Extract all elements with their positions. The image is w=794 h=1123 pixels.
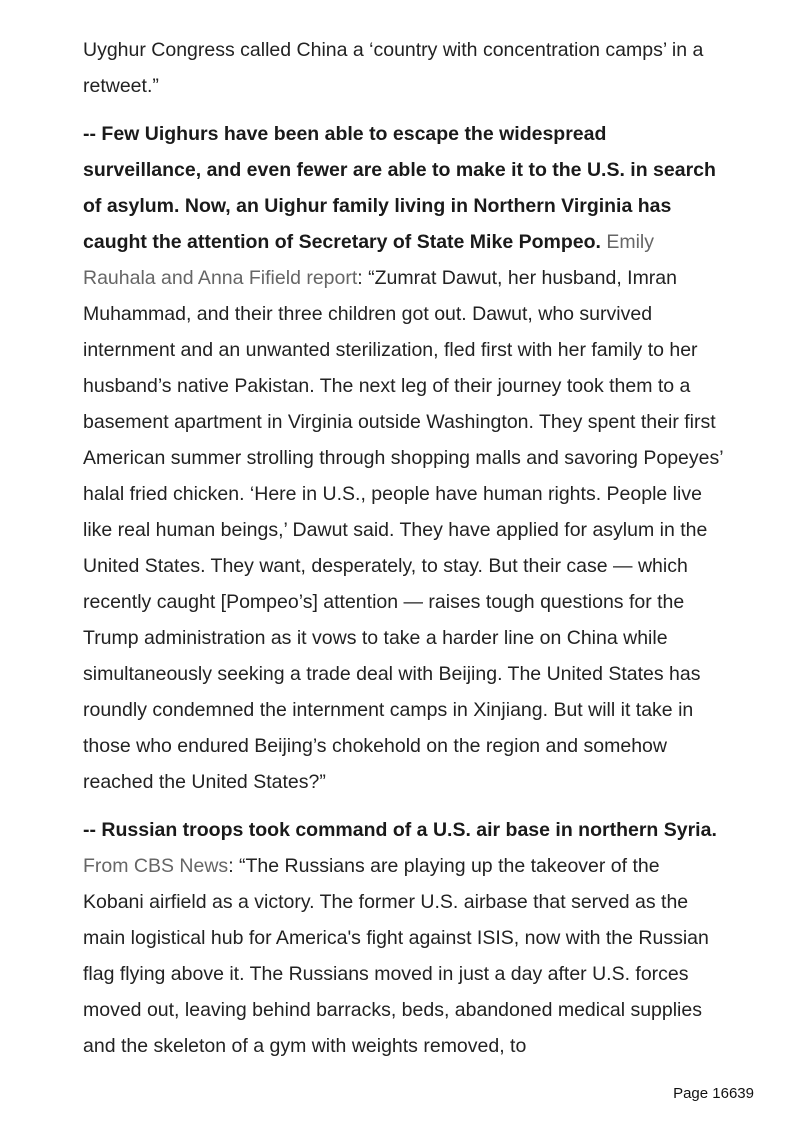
paragraph-continuation — [83, 32, 723, 104]
source-link[interactable]: From CBS News — [83, 855, 229, 877]
article-body — [83, 32, 723, 1087]
paragraph-text: Uyghur Congress called China a ‘country with concentration camps’ in a retweet.” — [83, 39, 704, 97]
paragraph-text: : “Zumrat Dawut, her husband, Imran Muhammad, and their three children got out. Dawut, who survived internment and an unwanted sterilization, fled first with her family to her husband’s native Pakistan. The next leg of their journey took them to a basement apartment in Virginia outside Washington. They spent their first American summer strolling through shopping malls and savoring Popeyes’ halal fried chicken. ‘Here in U.S., people have human rights. People live like real human beings,’ Dawut said. They have applied for asylum in the United States. They want, desperately, to stay. But their case — which recently caught [Pompeo’s] attention — raises tough questions for the Trump administration as it vows to take a harder line on China while simultaneously seeking a trade deal with Beijing. The United States has roundly condemned the internment camps in Xinjiang. But will it take in those who endured Beijing’s chokehold on the region and somehow reached the United States?” — [83, 267, 723, 793]
page-number: Page 16639 — [673, 1085, 754, 1102]
paragraph-text: : “The Russians are playing up the takeover of the Kobani airfield as a victory. The former U.S. airbase that served as the main logistical hub for America's fight against ISIS, now with the Russian flag flying above it. The Russians moved in just a day after U.S. forces moved out, leaving behind barracks, beds, abandoned medical supplies and the skeleton of a gym with weights removed, to — [83, 855, 709, 1057]
paragraph-lead: -- Few Uighurs have been able to escape the widespread surveillance, and even fewer are able to make it to the U.S. in search of asylum. Now, an Uighur family living in Northern Virginia has caught the attention of Secretary of State Mike Pompeo. — [83, 123, 716, 253]
source-link[interactable]: Emily Rauhala and Anna Fifield report — [83, 231, 655, 289]
paragraph-russian-troops — [83, 812, 723, 1064]
paragraph-lead: -- Russian troops took command of a U.S. air base in northern Syria. — [83, 819, 717, 841]
paragraph-uighur-asylum — [83, 116, 723, 800]
